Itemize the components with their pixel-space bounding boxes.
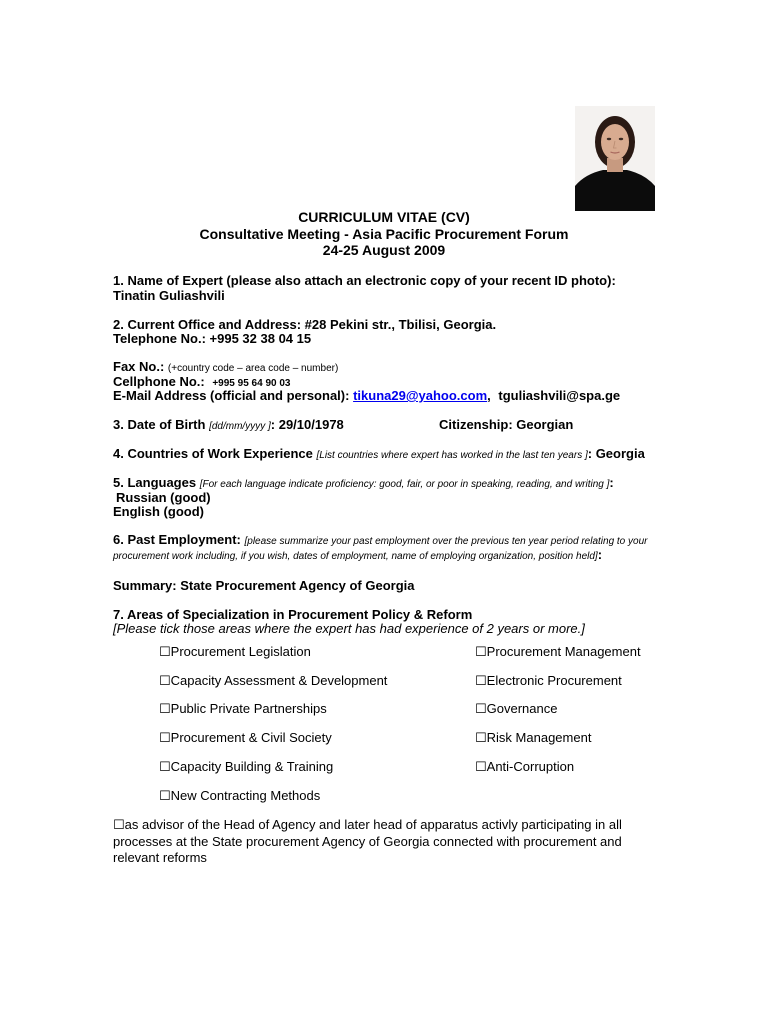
past-employment-hint-1: [please summarize your past employment over the previous ten year period relating to your (244, 536, 648, 547)
checkbox-icon: ☐ (475, 645, 487, 660)
language-english: English (good) (113, 504, 204, 519)
checkbox-icon: ☐ (475, 674, 487, 689)
fax-hint: (+country code – area code – number) (167, 363, 339, 374)
languages-label: 5. Languages (113, 475, 197, 490)
dob-label: 3. Date of Birth (113, 417, 206, 432)
advisor-line-1[interactable] (113, 817, 622, 833)
checkbox-icon: ☐ (113, 818, 125, 833)
checkbox-icon: ☐ (159, 760, 171, 775)
checkbox-label: Procurement Management (486, 644, 641, 659)
areas-hint: [Please tick those areas where the expert has had experience of 2 years or more.] (113, 621, 585, 636)
past-employment-colon: : (597, 547, 603, 562)
checkbox-label: Capacity Assessment & Development (170, 673, 388, 688)
languages-hint: [For each language indicate proficiency: good, fair, or poor in speaking, reading, and writing ] (199, 479, 610, 490)
checkbox-anti-corruption[interactable] (475, 759, 574, 775)
dob-value: : 29/10/1978 (270, 417, 344, 432)
checkbox-label: Risk Management (486, 730, 592, 745)
advisor-line-3: relevant reforms (113, 850, 207, 865)
countries-label: 4. Countries of Work Experience (113, 446, 313, 461)
cv-dates: 24-25 August 2009 (322, 242, 446, 258)
summary: Summary: State Procurement Agency of Georgia (113, 578, 415, 593)
checkbox-label: New Contracting Methods (170, 788, 321, 803)
checkbox-icon: ☐ (159, 702, 171, 717)
cellphone-label: Cellphone No.: (113, 374, 205, 389)
countries-hint: [List countries where expert has worked in the last ten years ] (316, 450, 588, 461)
telephone: Telephone No.: +995 32 38 04 15 (113, 331, 312, 346)
past-employment-line-2 (113, 547, 602, 562)
past-employment-hint-2: procurement work including, if you wish, dates of employment, name of employing organization, position held] (113, 551, 598, 562)
email-official: tguliashvili@spa.ge (498, 388, 621, 403)
past-employment-line (113, 532, 647, 547)
email-label: E-Mail Address (official and personal): (113, 388, 350, 403)
language-russian: Russian (good) (116, 490, 211, 505)
countries-line (113, 446, 645, 461)
profile-photo (575, 106, 655, 211)
areas-label: 7. Areas of Specialization in Procurement Policy & Reform (113, 607, 473, 622)
checkbox-label: Procurement & Civil Society (170, 730, 332, 745)
checkbox-icon: ☐ (159, 645, 171, 660)
checkbox-icon: ☐ (475, 760, 487, 775)
checkbox-icon: ☐ (159, 674, 171, 689)
checkbox-procurement-management[interactable] (475, 644, 641, 660)
cv-subtitle: Consultative Meeting - Asia Pacific Procurement Forum (199, 226, 569, 242)
checkbox-risk-management[interactable] (475, 730, 591, 746)
checkbox-capacity-assessment[interactable] (159, 673, 387, 689)
languages-line (113, 475, 614, 490)
email-separator: , (487, 388, 491, 403)
checkbox-new-contracting-methods[interactable] (159, 788, 320, 804)
checkbox-icon: ☐ (475, 702, 487, 717)
fax-line (113, 359, 338, 374)
advisor-line-2: processes at the State procurement Agency of Georgia connected with procurement and (113, 834, 622, 849)
checkbox-electronic-procurement[interactable] (475, 673, 622, 689)
checkbox-procurement-legislation[interactable] (159, 644, 311, 660)
fax-label: Fax No.: (113, 359, 165, 374)
cellphone-line (113, 374, 290, 389)
cellphone-value: +995 95 64 90 03 (212, 378, 291, 389)
checkbox-label: Capacity Building & Training (170, 759, 334, 774)
dob-line (113, 417, 344, 432)
email-line (113, 388, 620, 403)
portrait-image (575, 106, 655, 211)
checkbox-label: Procurement Legislation (170, 644, 311, 659)
languages-colon: : (609, 475, 614, 490)
citizenship: Citizenship: Georgian (439, 417, 574, 432)
name-label: 1. Name of Expert (please also attach an electronic copy of your recent ID photo): (113, 273, 616, 288)
checkbox-label: Anti-Corruption (486, 759, 575, 774)
name-value: Tinatin Guliashvili (113, 288, 225, 303)
countries-value: : Georgia (587, 446, 645, 461)
email-link[interactable]: tikuna29@yahoo.com (353, 388, 488, 403)
checkbox-governance[interactable] (475, 701, 557, 717)
checkbox-icon: ☐ (475, 731, 487, 746)
checkbox-procurement-civil-society[interactable] (159, 730, 332, 746)
checkbox-label: Electronic Procurement (486, 673, 622, 688)
checkbox-capacity-building[interactable] (159, 759, 333, 775)
advisor-text-1: as advisor of the Head of Agency and later head of apparatus activly participating in all (124, 817, 622, 832)
checkbox-icon: ☐ (159, 731, 171, 746)
office-address: 2. Current Office and Address: #28 Pekini str., Tbilisi, Georgia. (113, 317, 497, 332)
checkbox-label: Governance (486, 701, 558, 716)
checkbox-label: Public Private Partnerships (170, 701, 327, 716)
checkbox-icon: ☐ (159, 789, 171, 804)
checkbox-public-private-partnerships[interactable] (159, 701, 327, 717)
cv-title: CURRICULUM VITAE (CV) (298, 209, 470, 225)
dob-hint: [dd/mm/yyyy ] (209, 421, 271, 432)
past-employment-label: 6. Past Employment: (113, 532, 241, 547)
